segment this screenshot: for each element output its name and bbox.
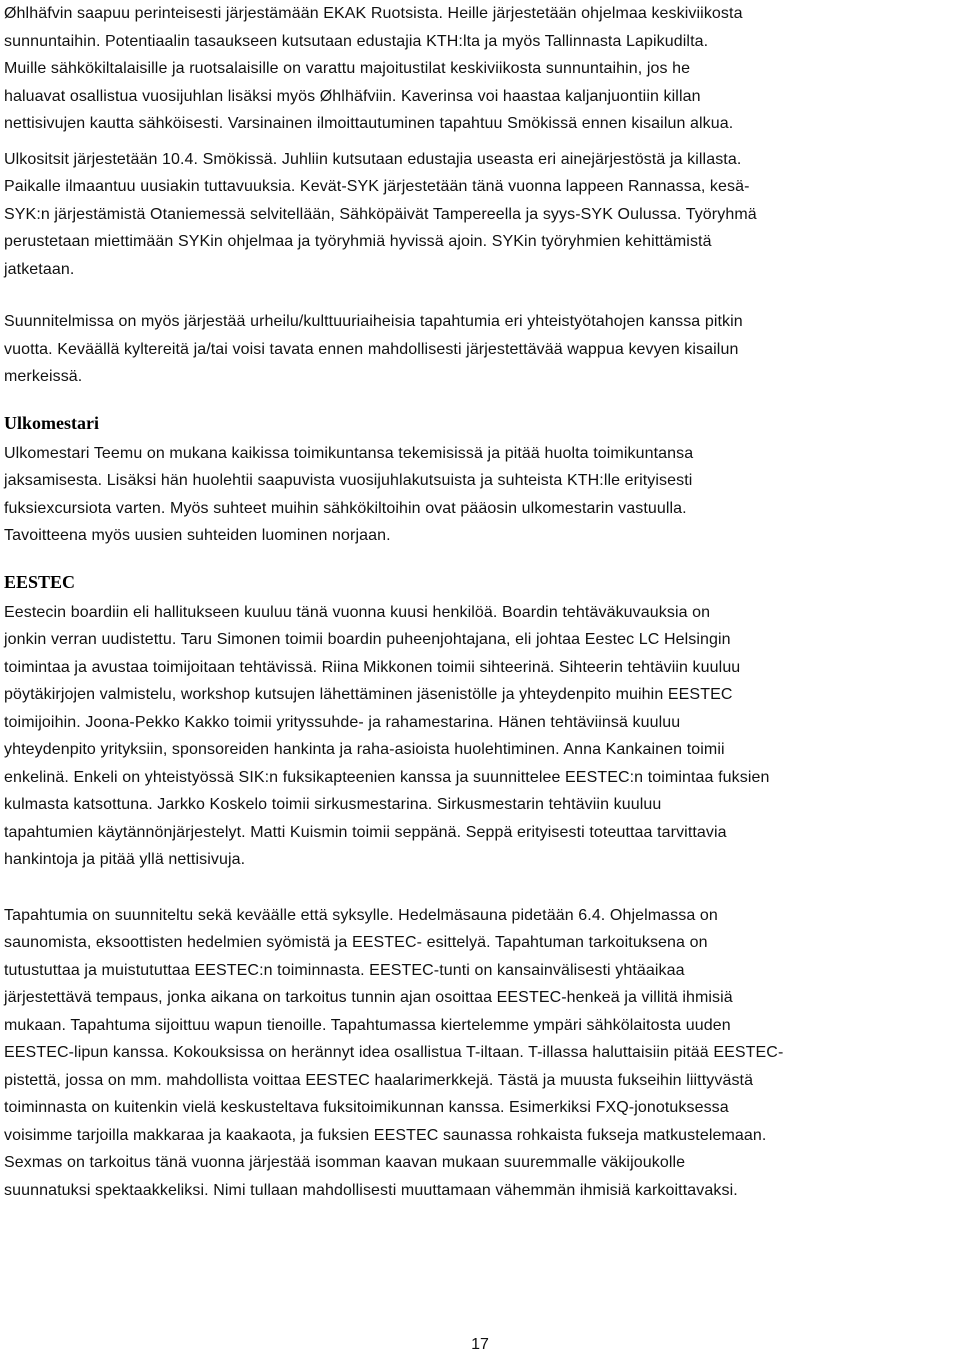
text-line: saunomista, eksoottisten hedelmien syömistä ja EESTEC- esittelyä. Tapahtuman tarkoituksena on — [4, 934, 708, 951]
text-line: jaksamisesta. Lisäksi hän huolehtii saapuvista vuosijuhlakutsuista ja suhteista KTH:lle erityisesti — [4, 472, 693, 489]
text-line: toiminnasta on kuitenkin vielä keskusteltava fuksitoimikunnan kanssa. Esimerkiksi FXQ-jonotuksessa — [4, 1099, 729, 1116]
text-line: jonkin verran uudistettu. Taru Simonen toimii boardin puheenjohtajana, eli johtaa Eestec LC Helsingin — [4, 631, 731, 648]
text-line: perustetaan miettimään SYKin ohjelmaa ja työryhmiä hyvissä ajoin. SYKin työryhmien kehittämistä — [4, 233, 712, 250]
text-line: Ulkositsit järjestetään 10.4. Smökissä. Juhliin kutsutaan edustajia useasta eri ainejärjestöstä ja killasta. — [4, 150, 742, 168]
text-line: Øhlhäfvin saapuu perinteisesti järjestämään EKAK Ruotsista. Heille järjestetään ohjelmaa keskiviikosta — [4, 5, 743, 22]
text-line: sunnuntaihin. Potentiaalin tasaukseen kutsutaan edustajia KTH:lta ja myös Tallinnasta Lapikudilta. — [4, 32, 709, 50]
section-heading-ulkomestari: Ulkomestari — [4, 412, 99, 433]
text-line: vuotta. Keväällä kyltereitä ja/tai voisi tavata ennen mahdollisesti järjestettävää wappua kevyen kisailun — [4, 340, 739, 358]
text-line: mukaan. Tapahtuma sijoittuu wapun tienoille. Tapahtumassa kiertelemme ympäri sähkölaitosta uuden — [4, 1016, 731, 1034]
text-line: kulmasta katsottuna. Jarkko Koskelo toimii sirkusmestarina. Sirkusmestarin tehtäviin kuuluu — [4, 796, 662, 813]
text-line: suunnatuksi spektaakkeliksi. Nimi tullaan mahdollisesti muuttamaan vähemmän ihmisiä karkoittavaksi. — [4, 1181, 738, 1199]
paragraph-ulkositsit — [4, 146, 956, 284]
text-line: tutustuttaa ja muistututtaa EESTEC:n toiminnasta. EESTEC-tunti on kansainvälisesti yhtäaikaa — [4, 961, 685, 979]
text-line: Tavoitteena myös uusien suhteiden luominen norjaan. — [4, 527, 391, 544]
text-line: merkeissä. — [4, 368, 83, 385]
text-line: hankintoja ja pitää yllä nettisivuja. — [4, 851, 246, 868]
text-line: fuksiexcursiota varten. Myös suhteet muihin sähkökiltoihin ovat pääosin ulkomestarin vastuulla. — [4, 499, 687, 517]
text-line: pöytäkirjojen valmistelu, workshop kutsujen lähettäminen jäsenistölle ja yhteydenpito muihin EESTEC — [4, 686, 733, 703]
text-line: Sexmas on tarkoitus tänä vuonna järjestää isomman kaavan mukaan suuremmalle väkijoukolle — [4, 1154, 686, 1171]
paragraph-sports-events — [4, 308, 956, 391]
text-line: nettisivujen kautta sähköisesti. Varsinainen ilmoittautuminen tapahtuu Smökissä ennen kisailun alkua. — [4, 115, 734, 132]
text-line: Ulkomestari Teemu on mukana kaikissa toimikuntansa tekemisissä ja pitää huolta toimikuntansa — [4, 444, 694, 462]
text-line: Muille sähkökiltalaisille ja ruotsalaisille on varattu majoitustilat keskiviikosta sunnuntaihin, jos he — [4, 60, 691, 77]
section-heading-eestec: EESTEC — [4, 571, 76, 592]
text-line: voisimme tarjoilla makkaraa ja kaakaota, ja fuksien EESTEC saunassa rohkaista fukseja matkustelemaan. — [4, 1126, 767, 1144]
paragraph-eestec-events — [4, 902, 956, 1205]
paragraph-eestec-board — [4, 599, 956, 874]
text-line: EESTEC-lipun kanssa. Kokouksissa on herännyt idea osallistua T-iltaan. T-illassa haluttaisiin pitää EESTEC- — [4, 1044, 784, 1061]
text-line: tapahtumien käytännönjärjestelyt. Matti Kuismin toimii seppänä. Seppä erityisesti toteuttaa tarvittavia — [4, 823, 727, 841]
paragraph-ohlhafvin — [4, 0, 956, 138]
text-line: enkelinä. Enkeli on yhteistyössä SIK:n fuksikapteenien kanssa ja suunnittelee EESTEC:n toimintaa fuksien — [4, 768, 770, 786]
text-line: jatketaan. — [4, 260, 75, 278]
text-line: Tapahtumia on suunniteltu sekä keväälle että syksylle. Hedelmäsauna pidetään 6.4. Ohjelmassa on — [4, 906, 718, 924]
page-number: 17 — [471, 1336, 489, 1353]
paragraph-ulkomestari — [4, 440, 956, 550]
text-line: Paikalle ilmaantuu uusiakin tuttavuuksia. Kevät-SYK järjestetään tänä vuonna lappeen Rannassa, kesä- — [4, 178, 750, 195]
text-line: Eestecin boardiin eli hallitukseen kuuluu tänä vuonna kuusi henkilöä. Boardin tehtäväkuvauksia on — [4, 603, 711, 621]
text-line: haluavat osallistua vuosijuhlan lisäksi myös Øhlhäfviin. Kaverinsa voi haastaa kaljanjuontiin killan — [4, 87, 701, 105]
text-line: Suunnitelmissa on myös järjestää urheilu/kulttuuriaiheisia tapahtumia eri yhteistyötahojen kanssa pitkin — [4, 313, 743, 330]
text-line: SYK:n järjestämistä Otaniemessä selvitellään, Sähköpäivät Tampereella ja syys-SYK Oulussa. Työryhmä — [4, 205, 757, 223]
text-line: toimijoihin. Joona-Pekko Kakko toimii yrityssuhde- ja rahamestarina. Hänen tehtäviinsä kuuluu — [4, 713, 681, 731]
text-line: pistettä, jossa on mm. mahdollista voittaa EESTEC haalarimerkkejä. Tästä ja muusta fukseihin liittyvästä — [4, 1071, 754, 1089]
text-line: järjestettävä tempaus, jonka aikana on tarkoitus tunnin ajan osoittaa EESTEC-henkeä ja villitä ihmisiä — [4, 989, 733, 1006]
text-line: toimintaa ja avustaa toimijoitaan tehtävissä. Riina Mikkonen toimii sihteerinä. Sihteerin tehtäviin kuuluu — [4, 658, 741, 676]
text-line: yhteydenpito yrityksiin, sponsoreiden hankinta ja raha-asioista huolehtiminen. Anna Kankainen toimii — [4, 741, 725, 758]
